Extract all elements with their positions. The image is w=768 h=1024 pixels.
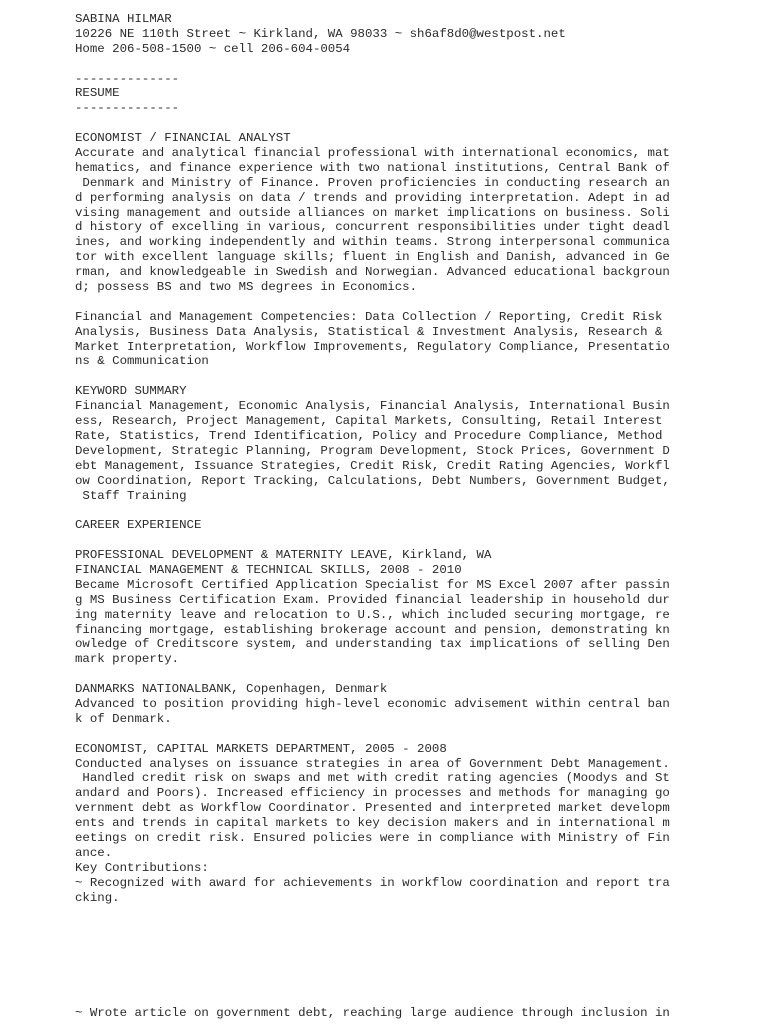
contributions-list (75, 876, 765, 906)
contribution-line: cking. (75, 890, 120, 905)
summary-line: d performing analysis on data / trends and providing interpretation. Adept in ad (75, 190, 670, 205)
summary-line: vising management and outside alliances on market implications on business. Soli (75, 205, 670, 220)
keyword-line: Financial Management, Economic Analysis, Financial Analysis, International Busin (75, 399, 670, 414)
contact-phones: Home 206-508-1500 ~ cell 206-604-0054 (75, 41, 351, 56)
blank-line (75, 369, 765, 384)
contact-address: 10226 NE 110th Street ~ Kirkland, WA 98033 ~ sh6af8d0@westpost.net (75, 26, 566, 41)
job-description (75, 757, 765, 861)
candidate-name: SABINA HILMAR (75, 12, 172, 26)
job-line: ance. (75, 845, 113, 860)
job-line: mark property. (75, 652, 180, 667)
job-line: financing mortgage, establishing brokerage account and pension, demonstrating kn (75, 622, 670, 637)
competencies-line: ns & Communication (75, 354, 209, 369)
job-line: ing maternity leave and relocation to U.S., which included securing mortgage, re (75, 607, 670, 622)
job-description (75, 697, 765, 727)
contributions-label: Key Contributions: (75, 860, 209, 875)
keyword-line: ebt Management, Issuance Strategies, Credit Risk, Credit Rating Agencies, Workfl (75, 458, 670, 473)
job-title: ECONOMIST, CAPITAL MARKETS DEPARTMENT, 2005 - 2008 (75, 741, 447, 756)
job-line: Handled credit risk on swaps and met with credit rating agencies (Moodys and St (75, 771, 670, 786)
summary-line: rman, and knowledgeable in Swedish and Norwegian. Advanced educational backgroun (75, 265, 670, 280)
summary-heading: ECONOMIST / FINANCIAL ANALYST (75, 131, 291, 146)
job-line: andard and Poors). Increased efficiency in processes and methods for managing go (75, 786, 670, 801)
keyword-line: Development, Strategic Planning, Program Development, Stock Prices, Government D (75, 443, 670, 458)
keyword-line: ow Coordination, Report Tracking, Calculations, Debt Numbers, Government Budget, (75, 473, 670, 488)
resume-document (75, 12, 765, 905)
summary-line: hematics, and finance experience with two national institutions, Central Bank of (75, 160, 670, 175)
summary-line: tor with excellent language skills; fluent in English and Danish, advanced in Ge (75, 250, 670, 265)
keyword-paragraph (75, 399, 765, 503)
keyword-heading: KEYWORD SUMMARY (75, 384, 187, 399)
job-line: eetings on credit risk. Ensured policies were in compliance with Ministry of Fin (75, 830, 670, 845)
summary-line: ines, and working independently and within teams. Strong interpersonal communica (75, 235, 670, 250)
competencies-line: Financial and Management Competencies: Data Collection / Reporting, Credit Risk (75, 309, 663, 324)
job-line: ents and trends in capital markets to key decision makers and in international m (75, 816, 670, 831)
divider-bottom: -------------- (75, 101, 180, 116)
job-line: Conducted analyses on issuance strategies in area of Government Debt Management. (75, 756, 670, 771)
job-line: vernment debt as Workflow Coordinator. Presented and interpreted market developm (75, 801, 670, 816)
summary-line: d; possess BS and two MS degrees in Economics. (75, 280, 418, 295)
competencies-paragraph (75, 310, 765, 370)
job-line: Became Microsoft Certified Application Specialist for MS Excel 2007 after passin (75, 577, 670, 592)
job-employer: DANMARKS NATIONALBANK, Copenhagen, Denmark (75, 682, 388, 697)
summary-line: Denmark and Ministry of Finance. Proven proficiencies in conducting research an (75, 175, 670, 190)
blank-line (75, 57, 765, 72)
job-line: k of Denmark. (75, 711, 172, 726)
career-heading: CAREER EXPERIENCE (75, 518, 202, 533)
job-line: g MS Business Certification Exam. Provided financial leadership in household dur (75, 592, 670, 607)
job-title: FINANCIAL MANAGEMENT & TECHNICAL SKILLS, 2008 - 2010 (75, 562, 462, 577)
competencies-line: Market Interpretation, Workflow Improvements, Regulatory Compliance, Presentatio (75, 339, 670, 354)
contribution-line: ~ Recognized with award for achievements in workflow coordination and report tra (75, 875, 670, 890)
blank-line (75, 116, 765, 131)
blank-line (75, 295, 765, 310)
blank-line (75, 727, 765, 742)
competencies-line: Analysis, Business Data Analysis, Statistical & Investment Analysis, Research & (75, 324, 663, 339)
keyword-line: ess, Research, Project Management, Capital Markets, Consulting, Retail Interest (75, 414, 663, 429)
blank-line (75, 533, 765, 548)
summary-line: d history of excelling in various, concurrent responsibilities under tight deadl (75, 220, 670, 235)
keyword-line: Rate, Statistics, Trend Identification, Policy and Procedure Compliance, Method (75, 428, 663, 443)
keyword-line: Staff Training (75, 488, 187, 503)
resume-label: RESUME (75, 86, 120, 101)
job-line: Advanced to position providing high-level economic advisement within central ban (75, 696, 670, 711)
job-employer: PROFESSIONAL DEVELOPMENT & MATERNITY LEAVE, Kirkland, WA (75, 548, 492, 563)
summary-line: Accurate and analytical financial professional with international economics, mat (75, 146, 670, 161)
blank-line (75, 667, 765, 682)
contribution-line: ~ Wrote article on government debt, reaching large audience through inclusion in (75, 1006, 670, 1020)
blank-line (75, 503, 765, 518)
job-description (75, 578, 765, 667)
divider-top: -------------- (75, 71, 180, 86)
summary-paragraph (75, 146, 765, 295)
job-line: owledge of Creditscore system, and understanding tax implications of selling Den (75, 637, 670, 652)
